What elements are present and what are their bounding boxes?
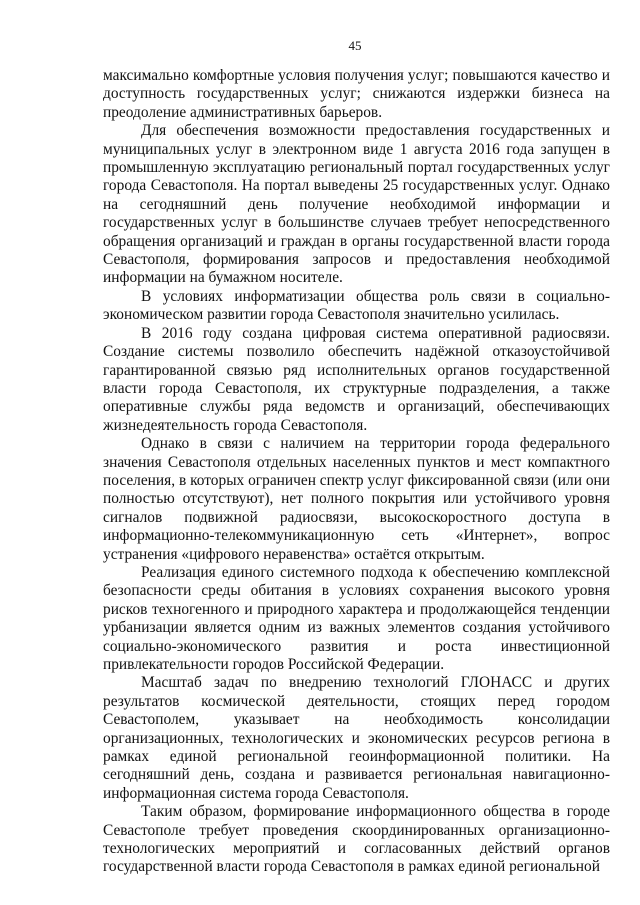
page-number: 45 — [348, 38, 362, 53]
paragraph-4: В 2016 году создана цифровая система оперативной радиосвязи. Создание системы позволило обеспечить надёжной отказоустойчивой гарантированной связью ряд исполнительных органов государственной власти города Севастополя, их структурные подразделения, а также оперативные службы ряда ведомств и организаций, обеспечивающих жизнедеятельность города Севастополя. — [103, 324, 610, 434]
paragraph-2: Для обеспечения возможности предоставления государственных и муниципальных услуг в электронном виде 1 августа 2016 года запущен в промышленную эксплуатацию региональный портал государственных услуг города Севастополя. На портал выведены 25 государственных услуг. Однако на сегодняшний день получение необходимой информации и государственных услуг в большинстве случаев требует непосредственного обращения организаций и граждан в органы государственной власти города Севастополя, формирования запросов и предоставления необходимой информации на бумажном носителе. — [103, 122, 610, 287]
paragraph-3: В условиях информатизации общества роль связи в социально-экономическом развитии города Севастополя значительно усилилась. — [103, 287, 610, 324]
paragraph-7: Масштаб задач по внедрению технологий ГЛОНАСС и других результатов космической деятельности, стоящих перед городом Севастополем, указывает на необходимость консолидации организационных, технологических и экономических ресурсов региона в рамках единой региональной геоинформационной политики. На сегодняшний день, создана и развивается региональная навигационно-информационная система города Севастополя. — [103, 674, 610, 802]
paragraph-1: максимально комфортные условия получения услуг; повышаются качество и доступность государственных услуг; снижаются издержки бизнеса на преодоление административных барьеров. — [103, 67, 610, 121]
paragraph-8: Таким образом, формирование информационного общества в городе Севастополе требует проведения скоординированных организационно-технологических мероприятий и согласованных действий органов государственной власти города Севастополя в рамках единой региональной — [103, 803, 610, 876]
paragraph-6: Реализация единого системного подхода к обеспечению комплексной безопасности среды обитания в условиях сохранения высокого уровня рисков техногенного и природного характера и продолжающейся тенденции урбанизации является одним из важных элементов создания устойчивого социально-экономического развития и роста инвестиционной привлекательности городов Российской Федерации. — [103, 563, 610, 673]
paragraph-5: Однако в связи с наличием на территории города федерального значения Севастополя отдельных населенных пунктов и мест компактного поселения, в которых ограничен спектр услуг фиксированной связи (или они полностью отсутствуют), нет полного покрытия или устойчивого уровня сигналов подвижной радиосвязи, высокоскоростного доступа в информационно-телекоммуникационную сеть «Интернет», вопрос устранения «цифрового неравенства» остаётся открытым. — [103, 435, 610, 563]
